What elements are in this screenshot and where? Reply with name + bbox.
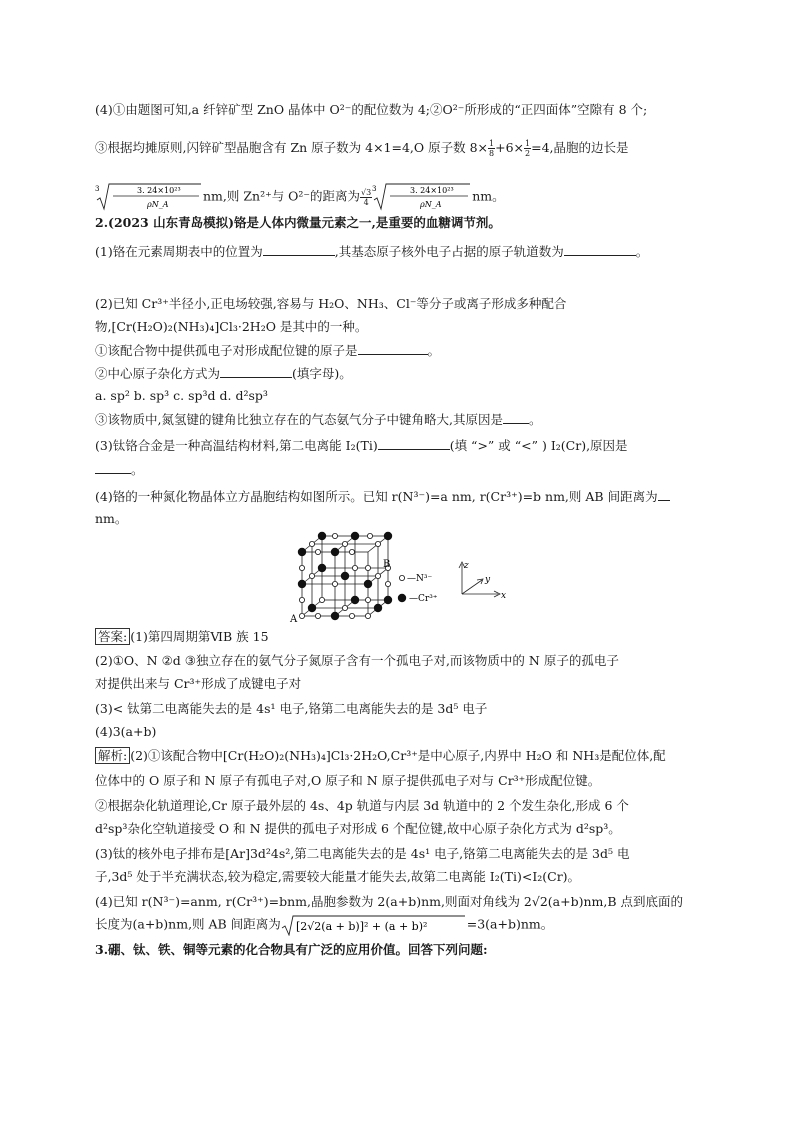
axis-z-label: z bbox=[464, 561, 469, 571]
analysis-3-line-1: (3)钛的核外电子排布是[Ar]3d²4s²,第二电离能失去的是 4s¹ 电子,铬第二电离能失去的是 3d⁵ 电 bbox=[95, 846, 630, 861]
answer-4: (4)3(a+b) bbox=[95, 724, 157, 739]
blank-hybridization[interactable] bbox=[220, 364, 292, 378]
blank-ionization-reason[interactable] bbox=[95, 460, 131, 474]
q2-options: a. sp² b. sp³ c. sp³d d. d²sp³ bbox=[95, 388, 268, 403]
svg-text:3. 24×10²³: 3. 24×10²³ bbox=[137, 186, 181, 195]
analysis-label: 解析: bbox=[95, 747, 130, 764]
answer-1: (1)第四周期第ⅥB 族 15 bbox=[130, 629, 269, 644]
q2-part1: (1)铬在元素周期表中的位置为 ,其基态原子核外电子占据的原子轨道数为 。 bbox=[95, 244, 649, 259]
answer-3: (3)< 钛第二电离能失去的是 4s¹ 电子,铬第二电离能失去的是 3d⁵ 电子 bbox=[95, 701, 488, 716]
analysis-4-line-2 bbox=[95, 914, 553, 940]
analysis-2-text: (2)①该配合物中[Cr(H₂O)₂(NH₃)₄]Cl₃·2H₂O,Cr³⁺是中心原子,内界中 H₂O 和 NH₃是配位体,配 bbox=[130, 748, 666, 763]
blank-ionization-compare[interactable] bbox=[378, 436, 450, 450]
q2-title: 2.(2023 山东青岛模拟)铬是人体内微量元素之一,是重要的血糖调节剂。 bbox=[95, 215, 501, 230]
legend-n-label: —N³⁻ bbox=[407, 574, 433, 584]
q2-part3-line1: (3)钛铬合金是一种高温结构材料,第二电离能 I₂(Ti) (填 “>” 或 “<” ) I₂(Cr),原因是 bbox=[95, 438, 628, 453]
analysis-4-text-a: 长度为(a+b)nm,则 AB 间距离为 bbox=[95, 916, 281, 932]
svg-text:ρN_A: ρN_A bbox=[147, 200, 169, 209]
axis-x-label: x bbox=[501, 591, 507, 601]
sqrt-expression bbox=[281, 914, 467, 936]
fraction-sqrt3-over-4: $\frac{√3}{4}$ bbox=[361, 187, 372, 207]
answer-2-line-1: (2)①O、N ②d ③独立存在的氨气分子氮原子含有一个孤电子对,而该物质中的 N 原子的孤电子 bbox=[95, 653, 619, 668]
label-a: A bbox=[290, 614, 298, 625]
legend-cr-label: —Cr³⁺ bbox=[409, 594, 438, 604]
q1-line-2 bbox=[95, 139, 629, 158]
blank-orbital-count[interactable] bbox=[564, 242, 636, 256]
svg-text:3: 3 bbox=[372, 185, 377, 193]
svg-text:3: 3 bbox=[95, 185, 100, 193]
svg-text:[2√2(a + b)]² + (a + b)²: [2√2(a + b)]² + (a + b)² bbox=[295, 920, 428, 933]
q2-part2-q3: ③该物质中,氮氢键的键角比独立存在的气态氨气分子中键角略大,其原因是 。 bbox=[95, 412, 542, 427]
q1-line-1: (4)①由题图可知,a 纤锌矿型 ZnO 晶体中 O²⁻的配位数为 4;②O²⁻所形成的“正四面体”空隙有 8 个; bbox=[95, 102, 648, 117]
q1-line-2-text-c: =4,晶胞的边长是 bbox=[531, 140, 629, 155]
q1-line-2-text-b: +6× bbox=[495, 140, 525, 155]
legend-cr-symbol bbox=[398, 594, 406, 602]
q2-part4-line1: (4)铬的一种氮化物晶体立方晶胞结构如图所示。已知 r(N³⁻)=a nm, r(Cr³⁺)=b nm,则 AB 间距离为 bbox=[95, 487, 670, 506]
q2-part2-q1: ①该配合物中提供孤电子对形成配位键的原子是 。 bbox=[95, 343, 441, 358]
svg-text:3. 24×10²³: 3. 24×10²³ bbox=[410, 186, 454, 195]
fraction-eighth: $\frac{1}{8}$ bbox=[489, 139, 495, 158]
analysis-2-line-4: d²sp³杂化空轨道接受 O 和 N 提供的孤电子对形成 6 个配位键,故中心原子杂化方式为 d²sp³。 bbox=[95, 821, 621, 836]
axis-y-label: y bbox=[485, 575, 491, 585]
cube-root-expression-2 bbox=[372, 182, 472, 212]
crystal-cell-figure bbox=[280, 526, 520, 626]
label-b: B bbox=[383, 559, 391, 570]
q1-line-3-text-a: nm,则 Zn²⁺与 O²⁻的距离为 bbox=[203, 188, 361, 204]
q2-part2-line1: (2)已知 Cr³⁺半径小,正电场较强,容易与 H₂O、NH₃、Cl⁻等分子或离子形成多种配合 bbox=[95, 296, 567, 311]
answer-label: 答案: bbox=[95, 628, 130, 645]
q1-line-3-text-b: nm。 bbox=[472, 188, 505, 204]
blank-donor-atom[interactable] bbox=[358, 341, 428, 355]
q3-title: 3.硼、钛、铁、铜等元素的化合物具有广泛的应用价值。回答下列问题: bbox=[95, 942, 488, 957]
svg-text:ρN_A: ρN_A bbox=[420, 200, 442, 209]
analysis-4-line-1: (4)已知 r(N³⁻)=anm, r(Cr³⁺)=bnm,晶胞参数为 2(a+b)nm,则面对角线为 2√2(a+b)nm,B 点到底面的 bbox=[95, 894, 684, 909]
q1-line-3 bbox=[95, 182, 505, 212]
legend-n-symbol bbox=[399, 575, 404, 580]
blank-period-position[interactable] bbox=[263, 242, 335, 256]
q2-part3-line2: 。 bbox=[95, 460, 144, 479]
q1-line-2-text-a: ③根据均摊原则,闪锌矿型晶胞含有 Zn 原子数为 4×1=4,O 原子数 8× bbox=[95, 140, 489, 155]
fraction-half: $\frac{1}{2}$ bbox=[525, 139, 531, 158]
cube-root-expression bbox=[95, 182, 203, 212]
analysis-3-line-2: 子,3d⁵ 处于半充满状态,较为稳定,需要较大能量才能失去,故第二电离能 I₂(Ti)<I₂(Cr)。 bbox=[95, 869, 581, 884]
analysis-2-line-2: 位体中的 O 原子和 N 原子有孤电子对,O 原子和 N 原子提供孤电子对与 Cr³⁺形成配位键。 bbox=[95, 773, 601, 788]
q2-part2-line2: 物,[Cr(H₂O)₂(NH₃)₄]Cl₃·2H₂O 是其中的一种。 bbox=[95, 319, 368, 334]
answer-line-1 bbox=[95, 628, 269, 646]
analysis-2-line-3: ②根据杂化轨道理论,Cr 原子最外层的 4s、4p 轨道与内层 3d 轨道中的 2 个发生杂化,形成 6 个 bbox=[95, 798, 629, 813]
blank-bond-angle-reason[interactable] bbox=[503, 410, 529, 424]
q2-part2-q2: ②中心原子杂化方式为 (填字母)。 bbox=[95, 366, 352, 381]
q2-part4-line2: nm。 bbox=[95, 511, 128, 526]
blank-ab-distance[interactable] bbox=[658, 487, 670, 501]
analysis-4-text-b: =3(a+b)nm。 bbox=[466, 916, 554, 932]
answer-2-line-2: 对提供出来与 Cr³⁺形成了成键电子对 bbox=[95, 676, 302, 691]
analysis-2-line-1 bbox=[95, 747, 666, 765]
